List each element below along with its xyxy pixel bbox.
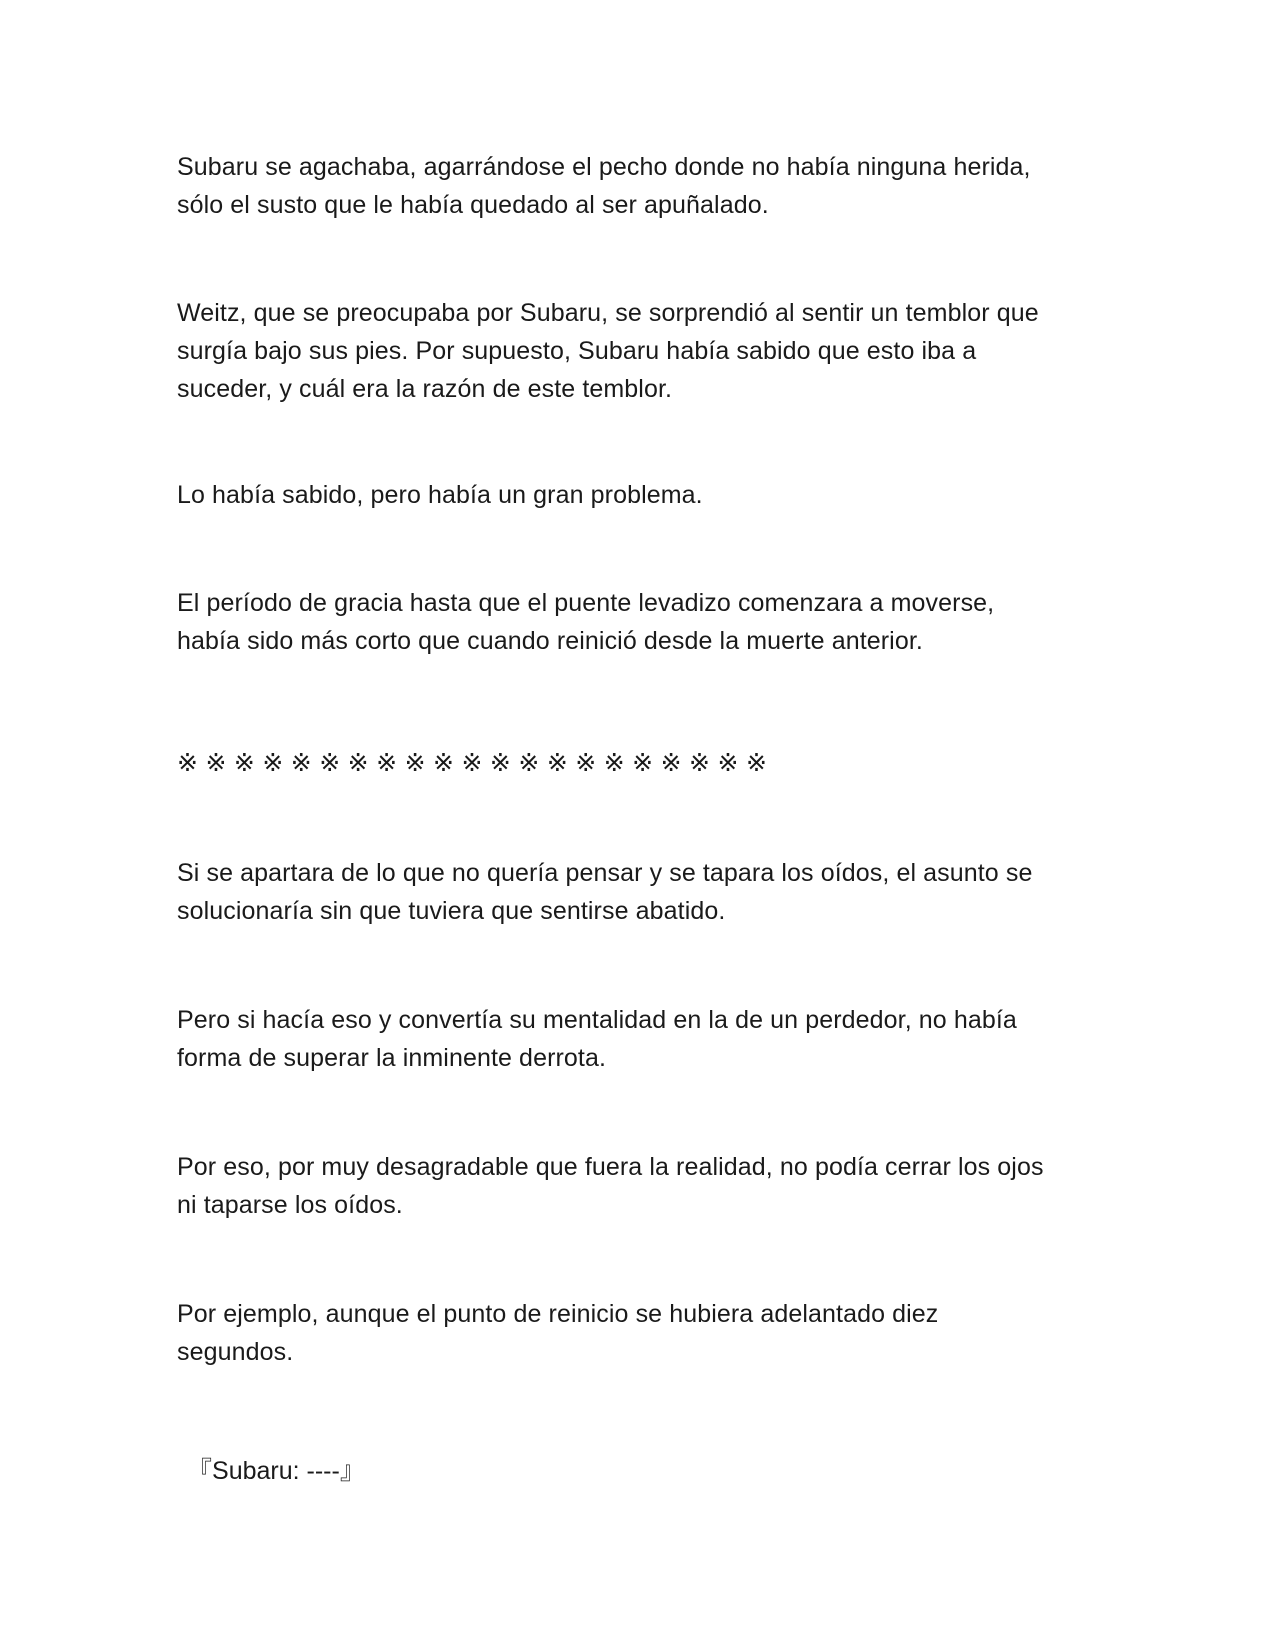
paragraph-line: surgía bajo sus pies. Por supuesto, Subaru había sabido que esto iba a <box>177 337 977 365</box>
paragraph-line: Por eso, por muy desagradable que fuera la realidad, no podía cerrar los ojos <box>177 1153 1044 1181</box>
paragraph-line: El período de gracia hasta que el puente levadizo comenzara a moverse, <box>177 589 995 617</box>
dialogue-text: Subaru: ---- <box>212 1457 340 1485</box>
paragraph-line: ni taparse los oídos. <box>177 1191 403 1219</box>
dialogue-close-bracket: 』 <box>339 1456 365 1485</box>
paragraph-3 <box>177 476 1107 514</box>
paragraph-line: había sido más corto que cuando reinició desde la muerte anterior. <box>177 627 923 655</box>
paragraph-line: Por ejemplo, aunque el punto de reinicio se hubiera adelantado diez <box>177 1300 939 1328</box>
paragraph-line: Lo había sabido, pero había un gran problema. <box>177 481 703 509</box>
paragraph-4 <box>177 584 1107 660</box>
paragraph-line: sólo el susto que le había quedado al ser apuñalado. <box>177 191 769 219</box>
paragraph-line: solucionaría sin que tuviera que sentirse abatido. <box>177 897 726 925</box>
paragraph-line: Si se apartara de lo que no quería pensar y se tapara los oídos, el asunto se <box>177 859 1033 887</box>
dialogue-open-bracket: 『 <box>187 1456 213 1485</box>
paragraph-line: Pero si hacía eso y convertía su mentalidad en la de un perdedor, no había <box>177 1006 1017 1034</box>
paragraph-1 <box>177 148 1107 224</box>
paragraph-7 <box>177 1148 1107 1224</box>
paragraph-8 <box>177 1295 1107 1371</box>
paragraph-line: suceder, y cuál era la razón de este temblor. <box>177 375 673 403</box>
paragraph-line: segundos. <box>177 1338 294 1366</box>
paragraph-6 <box>177 1001 1107 1077</box>
dialogue-line <box>187 1452 365 1490</box>
paragraph-5 <box>177 854 1107 930</box>
paragraph-2 <box>177 294 1107 408</box>
paragraph-line: Subaru se agachaba, agarrándose el pecho donde no había ninguna herida, <box>177 153 1031 181</box>
paragraph-line: forma de superar la inminente derrota. <box>177 1044 607 1072</box>
scene-separator: ※※※※※※※※※※※※※※※※※※※※※ <box>177 748 775 777</box>
paragraph-line: Weitz, que se preocupaba por Subaru, se sorprendió al sentir un temblor que <box>177 299 1039 327</box>
